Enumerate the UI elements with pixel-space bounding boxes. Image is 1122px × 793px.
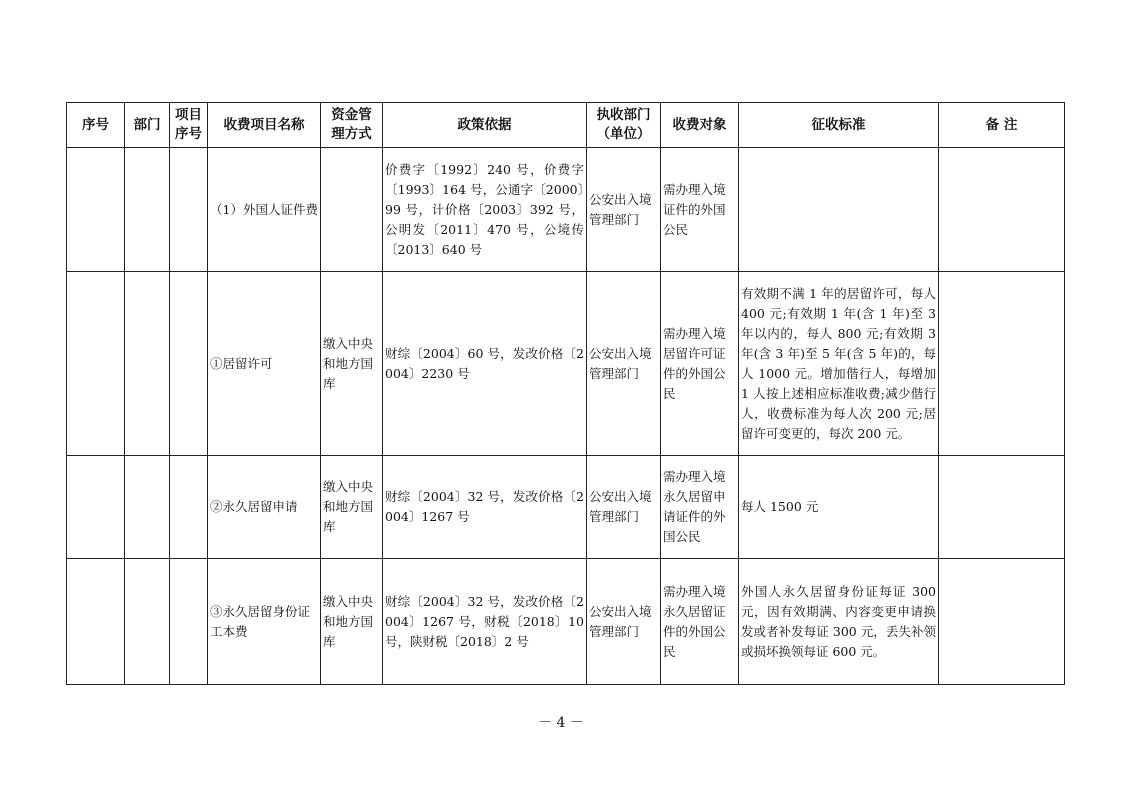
header-payer: 收费对象 xyxy=(661,103,739,148)
cell-item-name: ①居留许可 xyxy=(208,272,321,456)
cell-item-seq xyxy=(170,559,208,685)
cell-policy: 财综〔2004〕32 号，发改价格〔2004〕1267 号 xyxy=(383,456,587,559)
cell-item-seq xyxy=(170,272,208,456)
header-remark: 备 注 xyxy=(939,103,1065,148)
cell-remark xyxy=(939,559,1065,685)
table-row xyxy=(67,272,1065,456)
cell-policy: 财综〔2004〕60 号，发改价格〔2004〕2230 号 xyxy=(383,272,587,456)
cell-policy: 财综〔2004〕32 号，发改价格〔2004〕1267 号，财税〔2018〕10 号，陕财税〔2018〕2 号 xyxy=(383,559,587,685)
cell-dept xyxy=(125,148,170,272)
cell-remark xyxy=(939,456,1065,559)
cell-item-seq xyxy=(170,148,208,272)
table-row xyxy=(67,148,1065,272)
cell-fund-mgmt: 缴入中央和地方国库 xyxy=(321,272,383,456)
table-row xyxy=(67,559,1065,685)
header-item-name: 收费项目名称 xyxy=(208,103,321,148)
header-collector: 执收部门 （单位） xyxy=(587,103,661,148)
cell-seq xyxy=(67,559,125,685)
cell-fund-mgmt xyxy=(321,148,383,272)
cell-item-name: （1）外国人证件费 xyxy=(208,148,321,272)
cell-remark xyxy=(939,272,1065,456)
cell-collector: 公安出入境管理部门 xyxy=(587,559,661,685)
cell-fund-mgmt: 缴入中央和地方国库 xyxy=(321,559,383,685)
cell-standard: 有效期不满 1 年的居留许可，每人 400 元;有效期 1 年(含 1 年)至 3 年以内的，每人 800 元;有效期 3 年(含 3 年)至 5 年(含 5 年)的，每人 1000 元。增加偕行人，每增加 1 人按上述相应标准收费;减少偕行人，收费标准为每人次 200 元;居留许可变更的，每次 200 元。 xyxy=(739,272,939,456)
cell-standard: 外国人永久居留身份证每证 300 元，因有效期满、内容变更申请换发或者补发每证 300 元，丢失补领或损坏换领每证 600 元。 xyxy=(739,559,939,685)
header-row xyxy=(67,103,1065,148)
cell-standard: 每人 1500 元 xyxy=(739,456,939,559)
cell-payer: 需办理入境永久居留申请证件的外国公民 xyxy=(661,456,739,559)
table-row xyxy=(67,456,1065,559)
header-dept: 部门 xyxy=(125,103,170,148)
cell-remark xyxy=(939,148,1065,272)
header-fund-mgmt: 资金管 理方式 xyxy=(321,103,383,148)
cell-dept xyxy=(125,272,170,456)
cell-payer: 需办理入境永久居留证件的外国公民 xyxy=(661,559,739,685)
cell-item-name: ③永久居留身份证工本费 xyxy=(208,559,321,685)
header-policy: 政策依据 xyxy=(383,103,587,148)
cell-item-name: ②永久居留申请 xyxy=(208,456,321,559)
page-number: － 4 － xyxy=(538,715,584,731)
cell-dept xyxy=(125,456,170,559)
cell-payer: 需办理入境居留许可证件的外国公民 xyxy=(661,272,739,456)
cell-dept xyxy=(125,559,170,685)
cell-collector: 公安出入境管理部门 xyxy=(587,272,661,456)
cell-seq xyxy=(67,456,125,559)
cell-standard xyxy=(739,148,939,272)
cell-seq xyxy=(67,148,125,272)
cell-policy: 价费字〔1992〕240 号，价费字〔1993〕164 号，公通字〔2000〕99 号，计价格〔2003〕392 号，公明发〔2011〕470 号，公境传〔2013〕640 号 xyxy=(383,148,587,272)
cell-collector: 公安出入境管理部门 xyxy=(587,456,661,559)
cell-fund-mgmt: 缴入中央和地方国库 xyxy=(321,456,383,559)
header-standard: 征收标准 xyxy=(739,103,939,148)
cell-payer: 需办理入境证件的外国公民 xyxy=(661,148,739,272)
header-seq: 序号 xyxy=(67,103,125,148)
cell-collector: 公安出入境管理部门 xyxy=(587,148,661,272)
cell-seq xyxy=(67,272,125,456)
header-item-seq: 项目 序号 xyxy=(170,103,208,148)
cell-item-seq xyxy=(170,456,208,559)
fee-table xyxy=(66,102,1065,685)
